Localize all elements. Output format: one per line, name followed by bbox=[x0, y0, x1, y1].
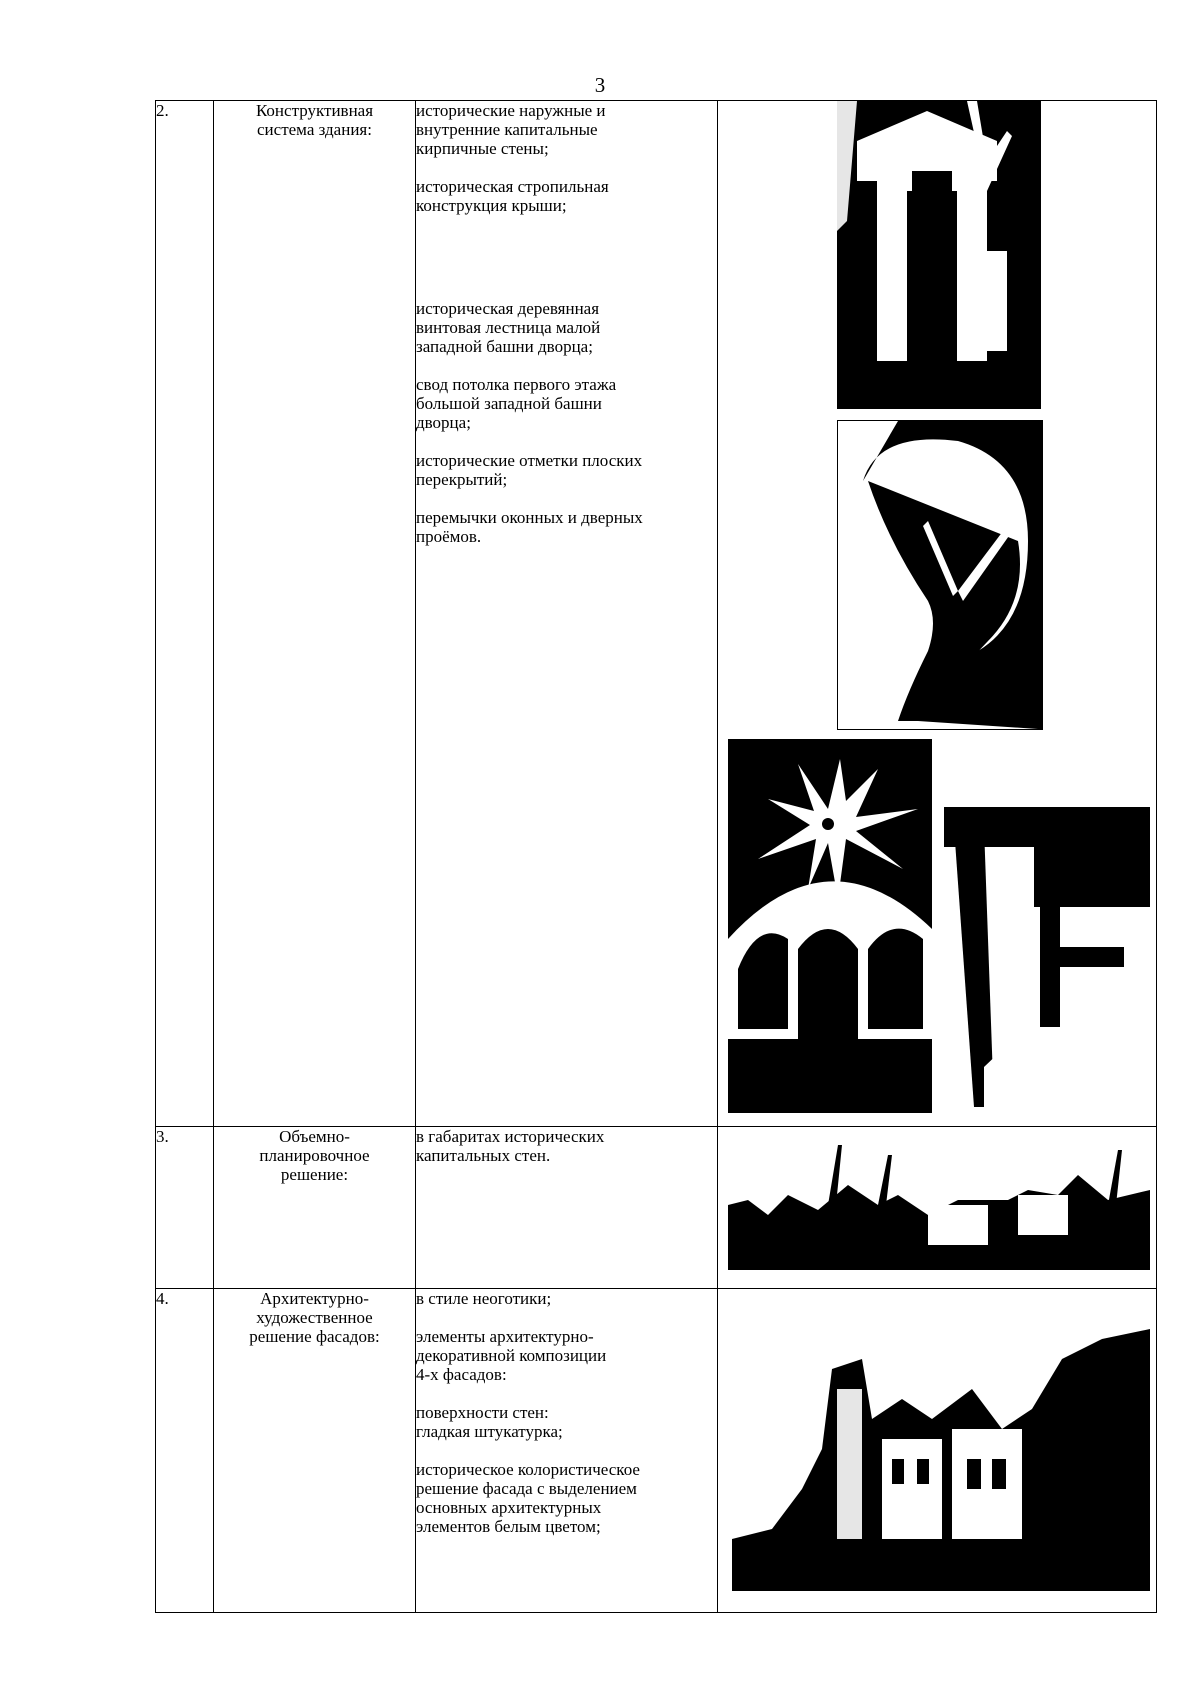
row-description bbox=[416, 101, 718, 1127]
list-item: перемычки оконных и дверных проёмов. bbox=[416, 508, 643, 546]
row-description bbox=[416, 1127, 718, 1289]
list-item: поверхности стен: гладкая штукатурка; bbox=[416, 1403, 563, 1441]
list-item: исторические отметки плоских перекрытий; bbox=[416, 451, 643, 489]
table-row bbox=[156, 1127, 1157, 1289]
palace-facade-photo bbox=[732, 1329, 1150, 1591]
table-row bbox=[156, 101, 1157, 1127]
page-number: 3 bbox=[594, 73, 606, 97]
row-heading: Конструктивная система здания: bbox=[214, 101, 416, 1127]
row-number: 2. bbox=[156, 101, 214, 1127]
list-item: историческая стропильная конструкция крыши; bbox=[416, 177, 609, 215]
vault-ceiling-photo bbox=[728, 739, 932, 1113]
row-description bbox=[416, 1289, 718, 1613]
staircase-photo bbox=[837, 420, 1043, 730]
photo-cell bbox=[718, 101, 1157, 1127]
list-item: историческая деревянная винтовая лестница малой западной башни дворца; bbox=[416, 299, 601, 356]
photo-cell bbox=[718, 1127, 1157, 1289]
row-number: 4. bbox=[156, 1289, 214, 1613]
interior-lintel-photo bbox=[944, 807, 1150, 1113]
list-item: исторические наружные и внутренние капитальные кирпичные стены; bbox=[416, 101, 606, 158]
palace-panorama-photo bbox=[728, 1145, 1150, 1270]
list-item: свод потолка первого этажа большой западной башни дворца; bbox=[416, 375, 617, 432]
row-heading: Архитектурно- художественное решение фасадов: bbox=[214, 1289, 416, 1613]
table-row bbox=[156, 1289, 1157, 1613]
list-item: в габаритах исторических капитальных стен. bbox=[416, 1127, 605, 1165]
row-number: 3. bbox=[156, 1127, 214, 1289]
row-heading: Объемно- планировочное решение: bbox=[214, 1127, 416, 1289]
list-item: элементы архитектурно- декоративной композиции 4-х фасадов: bbox=[416, 1327, 607, 1384]
photo-cell bbox=[718, 1289, 1157, 1613]
specification-table bbox=[155, 100, 1157, 1613]
facade-entrance-photo bbox=[837, 101, 1041, 409]
list-item: историческое колористическое решение фасада с выделением основных архитектурных элементов белым цветом; bbox=[416, 1460, 640, 1536]
list-item: в стиле неоготики; bbox=[416, 1289, 552, 1308]
